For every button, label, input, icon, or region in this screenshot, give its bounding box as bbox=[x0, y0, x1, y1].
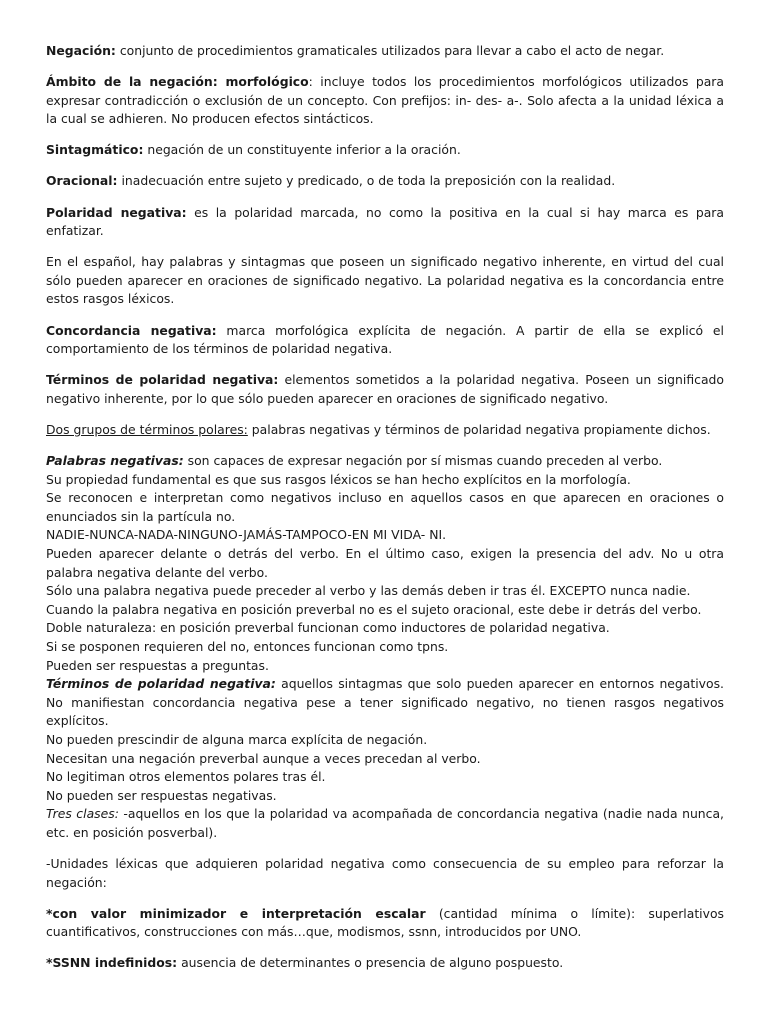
paragraph-ssnn-indefinidos: *SSNN indefinidos: ausencia de determinantes o presencia de alguno pospuesto. bbox=[46, 955, 564, 971]
list-item: No pueden ser respuestas negativas. bbox=[46, 787, 277, 803]
paragraph-oracional: Oracional: inadecuación entre sujeto y predicado, o de toda la preposición con la realidad. bbox=[46, 173, 616, 189]
list-item: Pueden aparecer delante o detrás del verbo. En el último caso, exigen la presencia del adv. No u otra palabra negativa delante del verbo. bbox=[46, 545, 724, 580]
list-item: Si se posponen requieren del no, entonces funcionan como tpns. bbox=[46, 638, 449, 654]
term-polaridad: Polaridad negativa: bbox=[46, 204, 187, 220]
list-item: Su propiedad fundamental es que sus rasgos léxicos se han hecho explícitos en la morfología. bbox=[46, 471, 631, 487]
paragraph-negacion: Negación: conjunto de procedimientos gramaticales utilizados para llevar a cabo el acto de negar. bbox=[46, 43, 665, 58]
term-dos-grupos: Dos grupos de términos polares: bbox=[46, 421, 248, 437]
paragraph-concordancia: Concordancia negativa: marca morfológica explícita de negación. A partir de ella se explicó el comportamiento de los términos de polaridad negativa. bbox=[46, 322, 724, 357]
list-item: Necesitan una negación preverbal aunque a veces precedan al verbo. bbox=[46, 750, 481, 766]
paragraph-espanol: En el español, hay palabras y sintagmas que poseen un significado negativo inherente, en virtud del cual sólo pueden aparecer en oraciones de significado negativo. La polaridad negativa es la concordancia entre estos rasgos léxicos. bbox=[46, 254, 724, 307]
list-item: Se reconocen e interpretan como negativos incluso en aquellos casos en que aparecen en oraciones o enunciados sin la partícula no. bbox=[46, 490, 724, 524]
term-sintagmatico: Sintagmático: bbox=[46, 142, 144, 158]
paragraph-ambito-morfologico: Ámbito de la negación: morfológico: incluye todos los procedimientos morfológicos utilizados para expresar contradicción o exclusión de un concepto. Con prefijos: in- des- a-. Solo afecta a la unidad léxica a la cual se adhieren. No producen efectos sintácticos. bbox=[46, 74, 724, 127]
line-palabras-negativas: Palabras negativas: son capaces de expresar negación por sí mismas cuando preceden al verbo. bbox=[46, 453, 663, 468]
paragraph-valor-minimizador: *con valor minimizador e interpretación escalar (cantidad mínima o límite): superlativos cuantificativos, construcciones con más…que, modismos, ssnn, introducidos por UNO. bbox=[46, 905, 724, 940]
term-concordancia: Concordancia negativa: bbox=[46, 322, 217, 338]
paragraph-dos-grupos: Dos grupos de términos polares: palabras negativas y términos de polaridad negativa propiamente dichos. bbox=[46, 421, 711, 437]
term-minimizador: *con valor minimizador e interpretación escalar bbox=[46, 905, 426, 921]
term-negacion: Negación: bbox=[46, 43, 116, 58]
list-item: Cuando la palabra negativa en posición preverbal no es el sujeto oracional, este debe ir detrás del verbo. bbox=[46, 601, 702, 617]
list-item: Sólo una palabra negativa puede preceder al verbo y las demás deben ir tras él. EXCEPTO nunca nadie. bbox=[46, 583, 691, 599]
list-item: NADIE-NUNCA-NADA-NINGUNO-JAMÁS-TAMPOCO-EN MI VIDA- NI. bbox=[46, 527, 447, 543]
list-item: No pueden prescindir de alguna marca explícita de negación. bbox=[46, 731, 428, 747]
line-tres-clases: Tres clases: -aquellos en los que la polaridad va acompañada de concordancia negativa (nadie nada nunca, etc. en posición posverbal). bbox=[46, 806, 724, 840]
paragraph-unidades-lexicas: -Unidades léxicas que adquieren polaridad negativa como consecuencia de su empleo para reforzar la negación: bbox=[46, 855, 724, 890]
paragraph-terminos-polaridad: Términos de polaridad negativa: elementos sometidos a la polaridad negativa. Poseen un significado negativo inherente, por lo que sólo pueden aparecer en oraciones de significado negativo. bbox=[46, 372, 724, 406]
paragraph-sintagmatico: Sintagmático: negación de un constituyente inferior a la oración. bbox=[46, 142, 461, 158]
list-item: No legitiman otros elementos polares tras él. bbox=[46, 769, 326, 785]
term-ssnn: *SSNN indefinidos: bbox=[46, 955, 178, 971]
block-palabras-negativas bbox=[46, 452, 724, 842]
term-terminos: Términos de polaridad negativa: bbox=[46, 372, 279, 388]
term-ambito: Ámbito de la negación: morfológico bbox=[46, 74, 309, 90]
document-page bbox=[46, 42, 724, 985]
line-terminos-polaridad: Términos de polaridad negativa: aquellos sintagmas que solo pueden aparecer en entornos negativos. No manifiestan concordancia negativa pese a tener significado negativo, no tienen rasgos negativos explícitos. bbox=[46, 676, 724, 729]
paragraph-polaridad-negativa: Polaridad negativa: es la polaridad marcada, no como la positiva en la cual si hay marca es para enfatizar. bbox=[46, 204, 724, 239]
term-oracional: Oracional: bbox=[46, 173, 118, 189]
list-item: Pueden ser respuestas a preguntas. bbox=[46, 657, 269, 673]
list-item: Doble naturaleza: en posición preverbal funcionan como inductores de polaridad negativa. bbox=[46, 620, 610, 636]
